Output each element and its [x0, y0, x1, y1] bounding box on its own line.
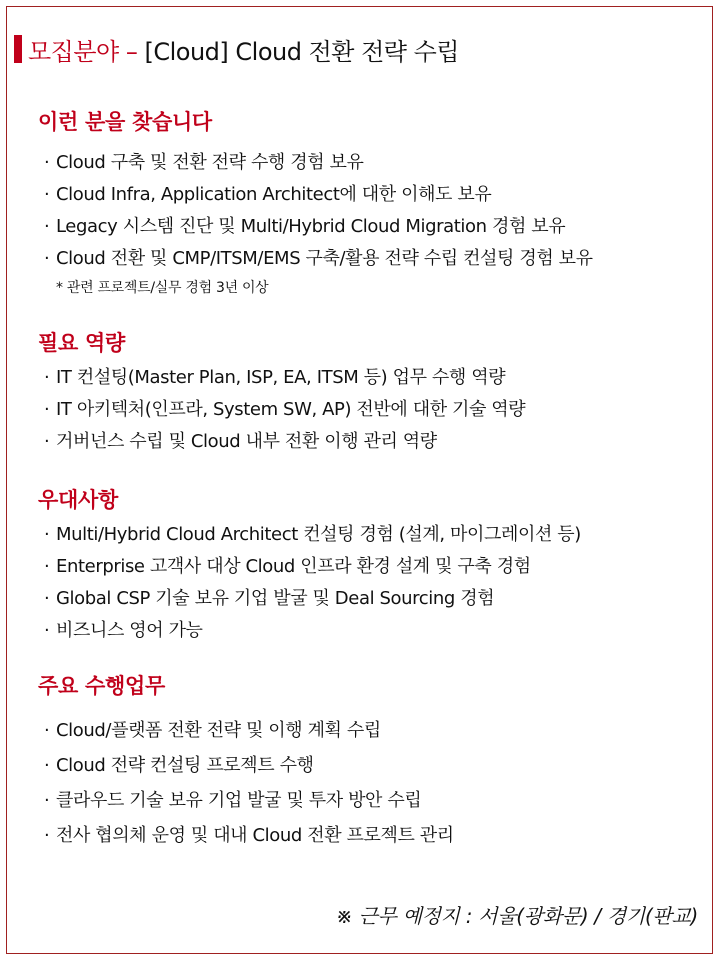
- competencies-list: [38, 362, 525, 458]
- bullet: ·: [44, 790, 50, 811]
- section-heading: 필요 역량: [38, 331, 125, 355]
- bullet: ·: [44, 399, 50, 420]
- bullet: ·: [44, 184, 50, 205]
- work-location-note: ※ 근무 예정지 : 서울(광화문) / 경기(판교): [336, 904, 698, 928]
- list-item: · Cloud/플랫폼 전환 전략 및 이행 계획 수립: [38, 713, 454, 748]
- title-accent-bar: [14, 35, 22, 63]
- list-item: · IT 컨설팅(Master Plan, ISP, EA, ITSM 등) 업무 수행 역량: [38, 362, 525, 394]
- section-requirements: [38, 107, 593, 301]
- list-item: · Cloud 전략 컨설팅 프로젝트 수행: [38, 748, 454, 783]
- list-item: · IT 아키텍처(인프라, System SW, AP) 전반에 대한 기술 역량: [38, 394, 525, 426]
- bullet: ·: [44, 588, 50, 609]
- list-item: · Multi/Hybrid Cloud Architect 컨설팅 경험 (설계, 마이그레이션 등): [38, 519, 581, 551]
- bullet: ·: [44, 367, 50, 388]
- bullet: ·: [44, 152, 50, 173]
- section-heading: 주요 수행업무: [38, 674, 165, 698]
- title-row: [14, 32, 459, 66]
- list-item: · Legacy 시스템 진단 및 Multi/Hybrid Cloud Migration 경험 보유: [38, 211, 593, 243]
- list-item: · 클라우드 기술 보유 기업 발굴 및 투자 방안 수립: [38, 783, 454, 818]
- list-item: · Enterprise 고객사 대상 Cloud 인프라 환경 설계 및 구축 경험: [38, 551, 581, 583]
- bullet: ·: [44, 556, 50, 577]
- bullet: ·: [44, 431, 50, 452]
- title-prefix: 모집분야 –: [28, 37, 145, 66]
- list-item: · 전사 협의체 운영 및 대내 Cloud 전환 프로젝트 관리: [38, 818, 454, 853]
- list-item: · Cloud 구축 및 전환 전략 수행 경험 보유: [38, 147, 593, 179]
- bullet: ·: [44, 720, 50, 741]
- section-heading: 이런 분을 찾습니다: [38, 110, 212, 134]
- section-main-tasks: [38, 671, 454, 853]
- bullet: ·: [44, 620, 50, 641]
- list-item: · Cloud 전환 및 CMP/ITSM/EMS 구축/활용 전략 수립 컨설팅 경험 보유: [38, 243, 593, 275]
- preferred-list: [38, 519, 581, 647]
- section-preferred: [38, 485, 581, 647]
- section-heading: 우대사항: [38, 488, 118, 512]
- main-tasks-list: [38, 713, 454, 853]
- list-item: · Cloud Infra, Application Architect에 대한 이해도 보유: [38, 179, 593, 211]
- list-item: · Global CSP 기술 보유 기업 발굴 및 Deal Sourcing 경험: [38, 583, 581, 615]
- bullet: ·: [44, 825, 50, 846]
- list-item: · 거버넌스 수립 및 Cloud 내부 전환 이행 관리 역량: [38, 426, 525, 458]
- experience-note: * 관련 프로젝트/실무 경험 3년 이상: [56, 280, 269, 296]
- section-competencies: [38, 328, 525, 458]
- page-title: [28, 32, 459, 67]
- requirements-list: [38, 147, 593, 275]
- bullet: ·: [44, 248, 50, 269]
- title-main: [Cloud] Cloud 전환 전략 수립: [144, 37, 459, 66]
- list-item: · 비즈니스 영어 가능: [38, 615, 581, 647]
- bullet: ·: [44, 216, 50, 237]
- bullet: ·: [44, 755, 50, 776]
- bullet: ·: [44, 524, 50, 545]
